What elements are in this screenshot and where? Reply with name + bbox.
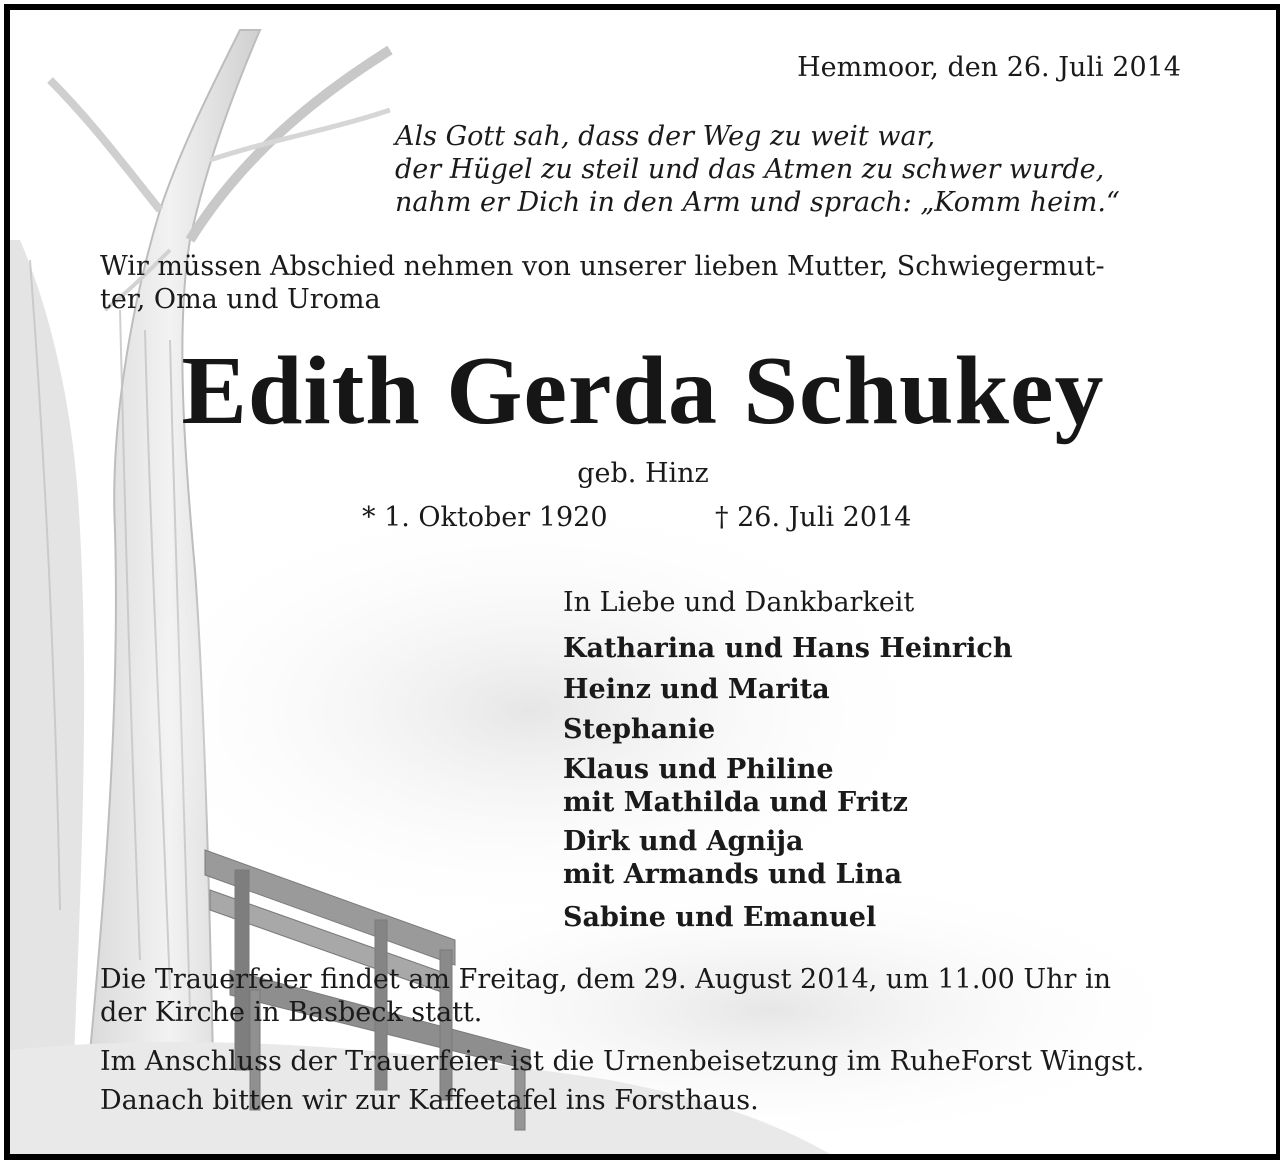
family-entry: [563, 901, 876, 934]
funeral-line: der Kirche in Basbeck statt.: [100, 997, 483, 1028]
poem-line: der Hügel zu steil und das Atmen zu schwer wurde,: [395, 154, 1105, 185]
poem-line: Als Gott sah, dass der Weg zu weit war,: [395, 121, 936, 152]
funeral-info: [100, 963, 1111, 1029]
coffee-info: Danach bitten wir zur Kaffeetafel ins Forsthaus.: [100, 1085, 759, 1116]
obituary-notice: [4, 4, 1280, 1160]
birth-date: * 1. Oktober 1920: [362, 502, 608, 533]
love-line: In Liebe und Dankbarkeit: [563, 587, 915, 618]
funeral-line: Die Trauerfeier findet am Freitag, dem 29. August 2014, um 11.00 Uhr in: [100, 964, 1112, 995]
family-line: mit Armands und Lina: [563, 859, 902, 890]
poem: [395, 120, 1120, 219]
family-line: Klaus und Philine: [563, 754, 834, 785]
family-entry: [563, 753, 908, 819]
deceased-name: Edith Gerda Schukey: [181, 337, 1105, 445]
family-entry: [563, 713, 715, 746]
poem-line: nahm er Dich in den Arm und sprach: „Komm heim.“: [395, 187, 1120, 218]
maiden-name: geb. Hinz: [577, 458, 709, 489]
family-line: Dirk und Agnija: [563, 826, 804, 857]
burial-info: Im Anschluss der Trauerfeier ist die Urnenbeisetzung im RuheForst Wingst.: [100, 1046, 1145, 1077]
family-line: Sabine und Emanuel: [563, 902, 877, 933]
death-date: † 26. Juli 2014: [715, 502, 912, 533]
family-line: Katharina und Hans Heinrich: [563, 633, 1013, 664]
place-date: Hemmoor, den 26. Juli 2014: [797, 52, 1181, 83]
family-line: mit Mathilda und Fritz: [563, 787, 908, 818]
intro-text: [100, 250, 1105, 316]
family-line: Heinz und Marita: [563, 674, 830, 705]
intro-line: ter, Oma und Uroma: [100, 284, 381, 315]
family-entry: [563, 632, 1012, 665]
family-entry: [563, 673, 830, 706]
intro-line: Wir müssen Abschied nehmen von unserer lieben Mutter, Schwiegermut-: [100, 251, 1105, 282]
family-line: Stephanie: [563, 714, 716, 745]
family-entry: [563, 825, 902, 891]
